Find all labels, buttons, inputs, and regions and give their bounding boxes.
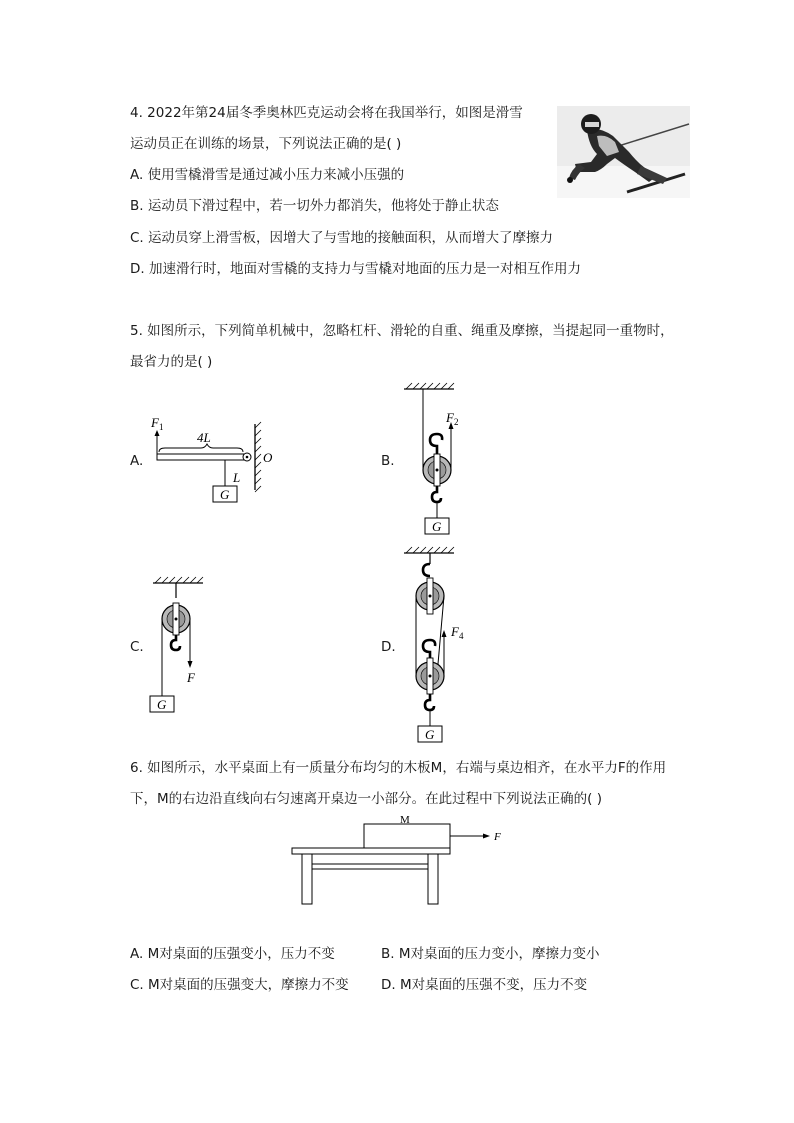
f4-subscript: 4 bbox=[459, 631, 464, 641]
q4-stem-line2: 运动员正在训练的场景，下列说法正确的是( ) bbox=[130, 136, 402, 152]
lever-l-label: L bbox=[233, 470, 241, 485]
f2-label: F bbox=[446, 410, 454, 425]
q5-stem-line2: 最省力的是( ) bbox=[130, 354, 213, 370]
weight-g-label-d: G bbox=[425, 727, 435, 742]
q5-option-d[interactable]: D. bbox=[381, 639, 396, 655]
q4-stem-line1: 4. 2022年第24届冬季奥林匹克运动会将在我国举行，如图是滑雪 bbox=[130, 105, 523, 121]
q5-option-c[interactable]: C. bbox=[130, 639, 144, 655]
pivot-o-label: O bbox=[263, 450, 273, 465]
lever-diagram bbox=[145, 412, 285, 507]
q6-stem-line2: 下，M的右边沿直线向右匀速离开桌边一小部分。在此过程中下列说法正确的( ) bbox=[130, 791, 602, 807]
pulley-block-diagram bbox=[396, 544, 476, 748]
q4-option-b[interactable]: B. 运动员下滑过程中，若一切外力都消失，他将处于静止状态 bbox=[130, 198, 499, 214]
q6-option-b[interactable]: B. M对桌面的压力变小，摩擦力变小 bbox=[381, 946, 600, 962]
q4-option-d[interactable]: D. 加速滑行时，地面对雪橇的支持力与雪橇对地面的压力是一对相互作用力 bbox=[130, 261, 581, 277]
force-f-label: F bbox=[494, 831, 501, 843]
f4-label: F bbox=[451, 624, 459, 639]
q6-option-c[interactable]: C. M对桌面的压强变大，摩擦力不变 bbox=[130, 977, 349, 993]
table-board-diagram bbox=[288, 812, 518, 908]
q5-stem-line1: 5. 如图所示，下列简单机械中，忽略杠杆、滑轮的自重、绳重及摩擦，当提起同一重物时， bbox=[130, 323, 674, 339]
q5-option-a[interactable]: A. bbox=[130, 453, 144, 469]
q6-stem-line1: 6. 如图所示，水平桌面上有一质量分布均匀的木板M，右端与桌边相齐，在水平力F的作用 bbox=[130, 760, 667, 776]
q4-option-c[interactable]: C. 运动员穿上滑雪板，因增大了与雪地的接触面积，从而增大了摩擦力 bbox=[130, 230, 554, 246]
q5-option-b[interactable]: B. bbox=[381, 453, 395, 469]
q4-option-a[interactable]: A. 使用雪橇滑雪是通过减小压力来减小压强的 bbox=[130, 167, 405, 183]
f-label-c: F bbox=[187, 670, 195, 685]
weight-g-label-b: G bbox=[432, 519, 442, 534]
weight-g-label-a: G bbox=[220, 487, 230, 502]
fixed-pulley-diagram bbox=[145, 574, 215, 718]
f2-subscript: 2 bbox=[454, 417, 459, 427]
f1-subscript: 1 bbox=[159, 422, 164, 432]
lever-4l-label: 4L bbox=[197, 430, 211, 445]
skier-photo bbox=[557, 106, 690, 198]
f1-label: F bbox=[151, 415, 159, 430]
movable-pulley-diagram bbox=[396, 380, 476, 540]
board-m-label: M bbox=[400, 814, 410, 826]
q6-option-a[interactable]: A. M对桌面的压强变小，压力不变 bbox=[130, 946, 335, 962]
weight-g-label-c: G bbox=[157, 697, 167, 712]
q6-option-d[interactable]: D. M对桌面的压强不变，压力不变 bbox=[381, 977, 588, 993]
